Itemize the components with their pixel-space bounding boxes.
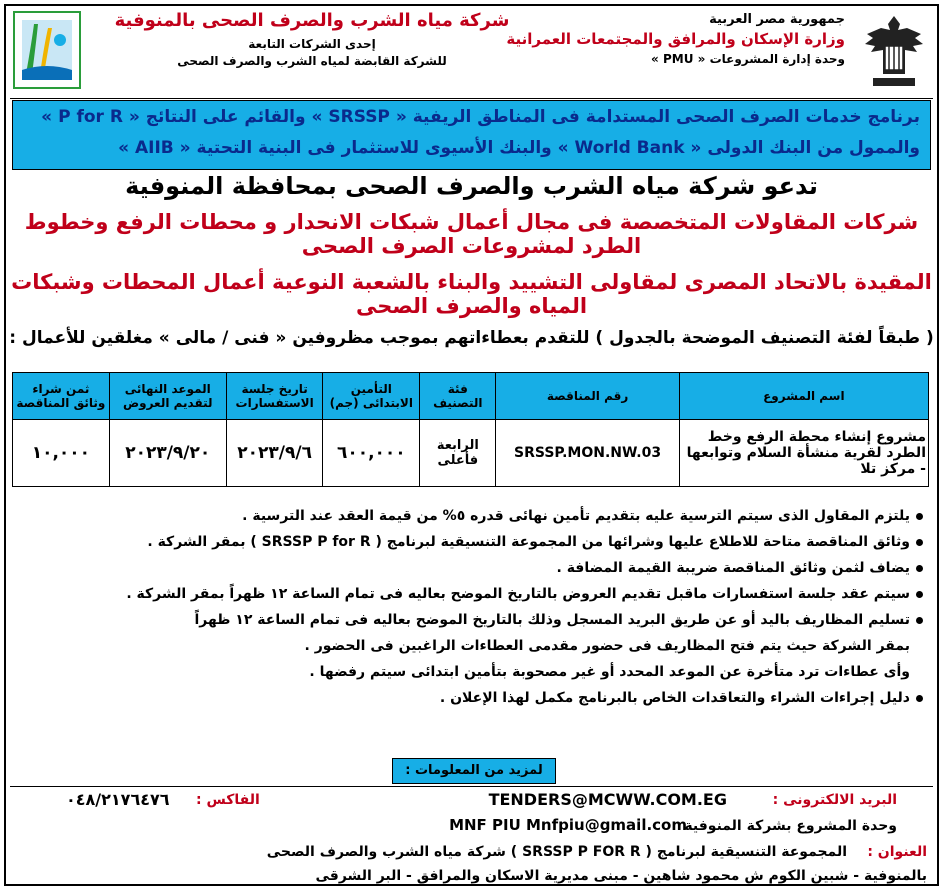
list-item	[20, 685, 923, 711]
col-category: فئة التصنيف	[420, 373, 496, 420]
note-text: يلتزم المقاول الذى سيتم الترسية عليه بتقديم تأمين نهائى قدره ٥% من قيمة العقد عند الترسية .	[242, 508, 910, 524]
col-inquiry-date: تاريخ جلسة الاستفسارات	[226, 373, 323, 420]
program-band	[12, 100, 931, 170]
bullet-icon	[916, 617, 923, 624]
note-text: وأى عطاءات ترد متأخرة عن الموعد المحدد أو غير مصحوبة بتأمين ابتدائى سيتم رفضها .	[309, 664, 910, 680]
note-text: سيتم عقد جلسة استفسارات ماقبل تقديم العروض بالتاريخ الموضح بعاليه فى تمام الساعة ١٢ ظهراً بمقر الشركة .	[126, 586, 910, 602]
bullet-icon	[916, 591, 923, 598]
col-deadline: الموعد النهائى لتقديم العروض	[109, 373, 226, 420]
address-label: العنوان :	[867, 844, 927, 860]
table-row	[13, 420, 929, 487]
col-tender-no: رقم المناقصة	[496, 373, 679, 420]
email-link[interactable]: TENDERS@MCWW.COM.EG	[488, 790, 727, 809]
bullet-icon	[916, 695, 923, 702]
company-sub1: إحدى الشركات التابعة	[248, 37, 376, 51]
table-header-row	[13, 373, 929, 420]
company-name: شركة مياه الشرب والصرف الصحى بالمنوفية	[114, 10, 510, 31]
advertisement	[4, 4, 939, 886]
unit-label: وحدة المشروع بشركة المنوفية	[684, 818, 897, 834]
country-name: جمهورية مصر العربية	[709, 12, 845, 27]
program-line2: والممول من البنك الدولى « World Bank » والبنك الأسيوى للاستثمار فى البنية التحتية « AIIB »	[118, 138, 920, 158]
unit-email-link[interactable]: MNF PIU Mnfpiu@gmail.com	[449, 816, 687, 834]
list-item	[20, 633, 923, 659]
tender-table	[12, 372, 929, 487]
note-text: يضاف لثمن وثائق المناقصة ضريبة القيمة المضافة .	[556, 560, 910, 576]
company-sub2: للشركة القابضة لمياه الشرب والصرف الصحى	[177, 54, 447, 68]
cell-price: ١٠,٠٠٠	[13, 420, 110, 487]
list-item	[20, 555, 923, 581]
col-insurance: التأمين الابتدائى (جم)	[323, 373, 420, 420]
company-logo-icon	[12, 10, 82, 90]
cell-project: مشروع إنشاء محطة الرفع وخط الطرد لقرية منشأة السلام وتوابعها - مركز تلا	[679, 420, 928, 487]
fax-number: ٠٤٨/٢١٧٦٤٧٦	[66, 790, 170, 809]
note-text: وثائق المناقصة متاحة للاطلاع عليها وشرائها من المجموعة التنسيقية لبرنامج ( SRSSP P for R ) بمقر الشركة .	[147, 534, 910, 550]
note-text: بمقر الشركة حيث يتم فتح المظاريف فى حضور مقدمى العطاءات الراغبين فى الحضور .	[304, 638, 910, 654]
list-item	[20, 607, 923, 633]
program-line1: برنامج خدمات الصرف الصحى المستدامة فى المناطق الريفية « SRSSP » والقائم على النتائج « P for R »	[41, 107, 920, 127]
invitation-line1: شركات المقاولات المتخصصة فى مجال أعمال شبكات الانحدار و محطات الرفع وخطوط الطرد لمشروعات الصرف الصحى	[24, 210, 919, 258]
cell-tender-no: SRSSP.MON.NW.03	[496, 420, 679, 487]
col-project: اسم المشروع	[679, 373, 928, 420]
header	[6, 6, 937, 98]
list-item	[20, 529, 923, 555]
divider	[10, 98, 933, 99]
bullet-icon	[916, 539, 923, 546]
notes-list	[20, 503, 923, 711]
list-item	[20, 659, 923, 685]
note-text: دليل إجراءات الشراء والتعاقدات الخاص بالبرنامج مكمل لهذا الإعلان .	[439, 690, 910, 706]
bullet-icon	[916, 565, 923, 572]
address-line2: بالمنوفية - شبين الكوم ش محمود شاهين - مبنى مديرية الاسكان والمرافق - البر الشرقى	[315, 868, 927, 884]
more-info-label: لمزيد من المعلومات :	[392, 758, 556, 784]
invitation-line3: ( طبقاً لفئة التصنيف الموضحة بالجدول ) للتقدم بعطاءاتهم بموجب مظروفين « فنى / مالى » مغلقين للأعمال :	[9, 328, 934, 348]
cell-category: الرابعة فأعلى	[420, 420, 496, 487]
cell-deadline: ٢٠٢٣/٩/٢٠	[109, 420, 226, 487]
invitation	[6, 172, 937, 348]
egypt-eagle-emblem-icon	[859, 12, 929, 90]
address-line1: المجموعة التنسيقية لبرنامج ( SRSSP P FOR R ) شركة مياه الشرب والصرف الصحى	[266, 844, 847, 860]
list-item	[20, 581, 923, 607]
pmu-name: وحدة إدارة المشروعات « PMU »	[651, 52, 845, 66]
invitation-line2: المقيدة بالاتحاد المصرى لمقاولى التشييد والبناء بالشعبة النوعية أعمال المحطات وشبكات المياه والصرف الصحى	[11, 270, 932, 318]
cell-insurance: ٦٠٠,٠٠٠	[323, 420, 420, 487]
cell-inquiry-date: ٢٠٢٣/٩/٦	[226, 420, 323, 487]
email-label: البريد الالكترونى :	[772, 792, 897, 808]
fax-label: الفاكس :	[196, 792, 260, 808]
company-block	[92, 10, 532, 68]
list-item	[20, 503, 923, 529]
invitation-title: تدعو شركة مياه الشرب والصرف الصحى بمحافظة المنوفية	[125, 172, 818, 200]
ministry-block	[506, 12, 845, 66]
ministry-name: وزارة الإسكان والمرافق والمجتمعات العمرانية	[506, 30, 845, 48]
divider	[10, 786, 933, 787]
bullet-icon	[916, 513, 923, 520]
col-price: ثمن شراء وثائق المناقصة	[13, 373, 110, 420]
note-text: تسليم المظاريف باليد أو عن طريق البريد المسجل وذلك بالتاريخ الموضح بعاليه فى تمام الساعة ١٢ ظهراً	[194, 612, 910, 628]
